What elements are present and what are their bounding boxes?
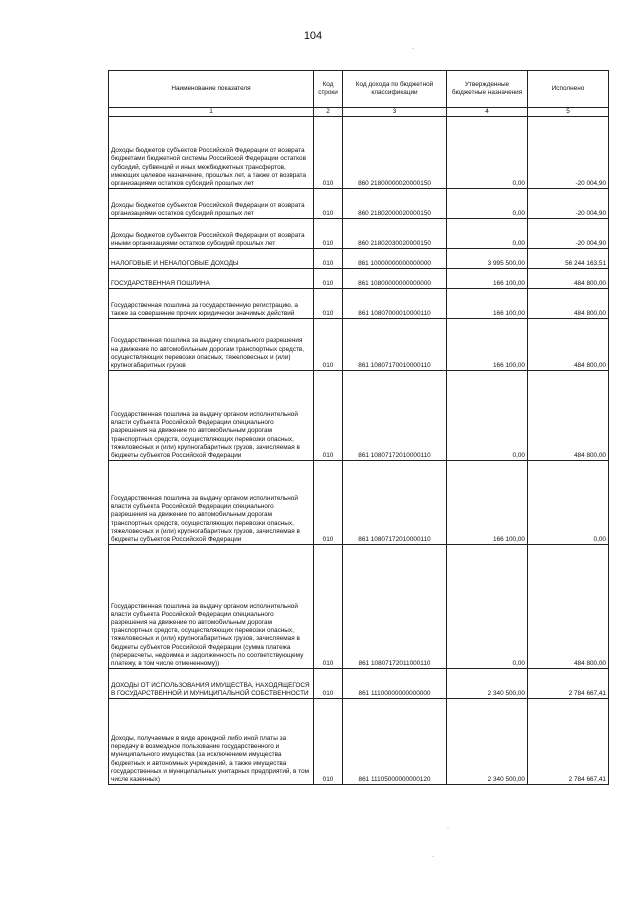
row-approved: 0,00	[447, 117, 528, 189]
row-approved: 166 100,00	[447, 461, 528, 545]
row-name-text: Доходы бюджетов субъектов Российской Федерации от возврата иными организациями остатков субсидий прошлых лет	[111, 231, 305, 247]
row-code: 010	[314, 669, 343, 699]
row-code: 010	[314, 289, 343, 319]
col-number: 4	[447, 108, 528, 117]
row-name	[109, 371, 314, 461]
row-name-text: Государственная пошлина за выдачу органом исполнительной власти субъекта Российской Федерации специального разрешения на движение по автомобильным дорогам транспортных средств, осуществляющих перевозки опасных, тяжеловесных и (или) крупногабаритных грузов, зачисляемая в бюджеты субъектов Российской Федерации (сумма платежа (перерасчеты, недоимка и задолженность по соответствующему платежу, в том числе отмененному))	[111, 602, 304, 667]
row-code: 010	[314, 319, 343, 371]
table-row	[109, 545, 609, 669]
row-approved: 0,00	[447, 219, 528, 249]
row-executed: 2 784 667,41	[528, 699, 609, 785]
row-name	[109, 189, 314, 219]
table-row	[109, 269, 609, 289]
col-header-code: Код строки	[314, 71, 343, 108]
row-approved: 166 100,00	[447, 319, 528, 371]
row-kbk: 861 10807000010000110	[343, 289, 447, 319]
row-kbk: 861 10807172010000110	[343, 461, 447, 545]
row-approved: 0,00	[447, 371, 528, 461]
row-kbk: 861 10000000000000000	[343, 249, 447, 269]
row-kbk: 860 21802030020000150	[343, 219, 447, 249]
row-name-text: НАЛОГОВЫЕ И НЕНАЛОГОВЫЕ ДОХОДЫ	[111, 260, 239, 267]
row-approved: 166 100,00	[447, 269, 528, 289]
col-header-kbk: Код дохода по бюджетной классификации	[343, 71, 447, 108]
col-number: 1	[109, 108, 314, 117]
row-name-text: Государственная пошлина за выдачу специального разрешения на движение по автомобильным дорогам транспортных средств, осуществляющих перевозки опасных, тяжеловесных и (или) крупногабаритных грузов	[111, 337, 305, 369]
row-executed: 0,00	[528, 461, 609, 545]
col-number: 3	[343, 108, 447, 117]
row-kbk: 861 10807172010000110	[343, 371, 447, 461]
row-code: 010	[314, 249, 343, 269]
col-number: 2	[314, 108, 343, 117]
row-name	[109, 289, 314, 319]
row-executed: -20 004,90	[528, 189, 609, 219]
table-row	[109, 219, 609, 249]
row-name	[109, 319, 314, 371]
table-row	[109, 371, 609, 461]
table-row	[109, 117, 609, 189]
row-code: 010	[314, 269, 343, 289]
row-executed: 484 800,00	[528, 371, 609, 461]
row-kbk: 860 21802000020000150	[343, 189, 447, 219]
table-row	[109, 289, 609, 319]
row-kbk: 861 11105000000000120	[343, 699, 447, 785]
scan-dot: ·	[432, 854, 434, 860]
col-number: 5	[528, 108, 609, 117]
scan-dot: ·	[412, 46, 414, 52]
row-name-text: Доходы, получаемые в виде арендной либо иной платы за передачу в возмездное пользование государственного и муниципального имущества (за исключением имущества бюджетных и автономных учреждений, а также имущества государственных и муниципальных унитарных предприятий, в том числе казенных)	[111, 735, 310, 783]
row-name-text: ДОХОДЫ ОТ ИСПОЛЬЗОВАНИЯ ИМУЩЕСТВА, НАХОДЯЩЕГОСЯ В ГОСУДАРСТВЕННОЙ И МУНИЦИПАЛЬНОЙ СОБСТВЕННОСТИ	[111, 681, 310, 697]
row-code: 010	[314, 545, 343, 669]
table-row	[109, 249, 609, 269]
row-approved: 2 340 500,00	[447, 699, 528, 785]
row-code: 010	[314, 371, 343, 461]
row-kbk: 860 21800000020000150	[343, 117, 447, 189]
page-number: 104	[303, 30, 323, 42]
row-approved: 2 340 500,00	[447, 669, 528, 699]
row-approved: 0,00	[447, 189, 528, 219]
row-name-text: Доходы бюджетов субъектов Российской Федерации от возврата бюджетами бюджетной системы Российской Федерации остатков субсидий, субвенций и иных межбюджетных трансфертов, имеющих целевое назначение, прошлых лет, а также от возврата организациями остатков субсидий прошлых лет	[111, 147, 307, 187]
row-approved: 0,00	[447, 545, 528, 669]
table-row	[109, 319, 609, 371]
row-executed: -20 004,90	[528, 219, 609, 249]
row-code: 010	[314, 189, 343, 219]
row-name	[109, 117, 314, 189]
column-number-row	[109, 108, 609, 117]
row-code: 010	[314, 117, 343, 189]
row-kbk: 861 10807172011000110	[343, 545, 447, 669]
row-executed: 484 800,00	[528, 269, 609, 289]
row-approved: 166 100,00	[447, 289, 528, 319]
row-name	[109, 461, 314, 545]
row-name	[109, 669, 314, 699]
header-row	[109, 71, 609, 108]
row-name-text: ГОСУДАРСТВЕННАЯ ПОШЛИНА	[111, 280, 210, 287]
row-name	[109, 269, 314, 289]
row-kbk: 861 10800000000000000	[343, 269, 447, 289]
budget-execution-table	[108, 70, 609, 785]
table-row	[109, 189, 609, 219]
row-approved: 3 995 500,00	[447, 249, 528, 269]
row-code: 010	[314, 219, 343, 249]
row-executed: 484 800,00	[528, 289, 609, 319]
row-executed: 2 784 667,41	[528, 669, 609, 699]
row-name-text: Государственная пошлина за выдачу органом исполнительной власти субъекта Российской Федерации специального разрешения на движение по автомобильным дорогам транспортных средств, осуществляющих перевозки опасных, тяжеловесных и (или) крупногабаритных грузов, зачисляемая в бюджеты субъектов Российской Федерации	[111, 411, 300, 459]
row-name-text: Государственная пошлина за государственную регистрацию, а также за совершение прочих юридически значимых действий	[111, 301, 298, 317]
col-header-name: Наименование показателя	[109, 71, 314, 108]
row-name-text: Государственная пошлина за выдачу органом исполнительной власти субъекта Российской Федерации специального разрешения на движение по автомобильным дорогам транспортных средств, осуществляющих перевозки опасных, тяжеловесных и (или) крупногабаритных грузов, зачисляемая в бюджеты субъектов Российской Федерации	[111, 495, 300, 543]
row-kbk: 861 11100000000000000	[343, 669, 447, 699]
table-row	[109, 699, 609, 785]
row-executed: -20 004,90	[528, 117, 609, 189]
row-name	[109, 699, 314, 785]
row-name	[109, 219, 314, 249]
table-body	[109, 117, 609, 785]
table-row	[109, 669, 609, 699]
row-executed: 56 244 163,51	[528, 249, 609, 269]
row-code: 010	[314, 461, 343, 545]
row-code: 010	[314, 699, 343, 785]
row-executed: 484 800,00	[528, 545, 609, 669]
col-header-executed: Исполнено	[528, 71, 609, 108]
table-row	[109, 461, 609, 545]
row-name	[109, 545, 314, 669]
row-kbk: 861 10807170010000110	[343, 319, 447, 371]
row-name-text: Доходы бюджетов субъектов Российской Федерации от возврата организациями остатков субсидий прошлых лет	[111, 201, 305, 217]
col-header-approved: Утвержденные бюджетные назначения	[447, 71, 528, 108]
row-executed: 484 800,00	[528, 319, 609, 371]
scan-dot: ·	[447, 826, 449, 832]
row-name	[109, 249, 314, 269]
